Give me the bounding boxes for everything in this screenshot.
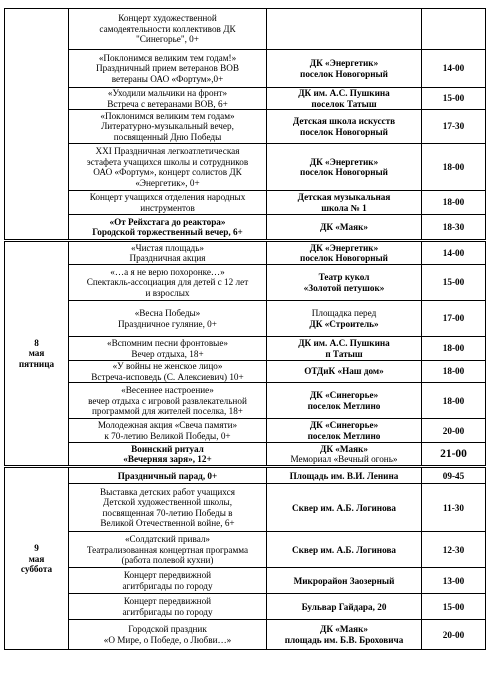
place-line: Бульвар Гайдара, 20 (301, 601, 387, 612)
event-cell (69, 9, 267, 50)
place-line: Театр кукол (318, 272, 370, 283)
place-line: школа № 1 (321, 202, 367, 213)
date-cell (5, 467, 69, 650)
event-title-line: и взрослых (145, 287, 190, 298)
place-cell (267, 337, 422, 361)
place-cell (267, 144, 422, 191)
event-title-line: Великой Отечественной войне, 6+ (100, 518, 235, 529)
schedule-row (5, 337, 486, 361)
place-line: поселок Новогорный (300, 126, 388, 137)
schedule-row (5, 620, 486, 650)
event-title-line: к 70-летию Великой Победы, 0+ (104, 430, 231, 441)
event-schedule-table (4, 8, 486, 650)
place-line: поселок Новогорный (300, 68, 388, 79)
place-cell (267, 620, 422, 650)
place-line: «Золотой петушок» (303, 282, 385, 293)
event-title-line: XXI Праздничная легкоатлетическая (95, 146, 240, 156)
weekday-label: мая (28, 553, 45, 564)
place-cell (267, 265, 422, 301)
date-cell (5, 241, 69, 467)
event-title-line: Выставка детских работ учащихся (100, 486, 235, 497)
schedule-row (5, 191, 486, 215)
place-cell (267, 50, 422, 88)
place-cell (267, 191, 422, 215)
event-title-line: Концерт учащихся отделения народных (89, 192, 246, 203)
place-line: Сквер им. А.Б. Логинова (291, 502, 396, 513)
event-title-line: «Уходили мальчики на фронт» (107, 88, 228, 98)
time-cell (422, 9, 486, 50)
time-cell: 17-00 (422, 301, 486, 337)
event-title-line: самодеятельности коллективов ДК (99, 23, 236, 34)
event-title-line: Праздничное гуляние, 0+ (118, 318, 217, 329)
place-cell (267, 419, 422, 443)
event-title-line: Праздничная акция (129, 253, 206, 264)
time-cell: 15-00 (422, 594, 486, 620)
event-title-line: инструментов (140, 202, 195, 213)
event-title-line: Встреча с ветеранами ВОВ, 6+ (107, 98, 228, 109)
event-cell (69, 383, 267, 419)
time-cell: 18-30 (422, 215, 486, 241)
event-title-line: агитбригады по городу (122, 580, 213, 591)
event-cell (69, 620, 267, 650)
schedule-row (5, 9, 486, 50)
event-title-line: ветераны ОАО «Фортум»,0+ (111, 73, 224, 84)
event-cell (69, 265, 267, 301)
event-title-line: «…а я не верю похоронке…» (110, 266, 225, 277)
event-cell (69, 594, 267, 620)
time-cell: 09-45 (422, 467, 486, 484)
schedule-row (5, 50, 486, 88)
place-line: ДК «Маяк» (320, 624, 368, 635)
place-line: Сквер им. А.Б. Логинова (291, 544, 396, 555)
event-title-line: «Поклонимся великим тем годам!» (98, 52, 237, 63)
event-cell (69, 443, 267, 467)
event-cell (69, 110, 267, 144)
event-title-line: посвященный Дню Победы (113, 131, 222, 142)
time-cell: 18-00 (422, 191, 486, 215)
time-cell: 21-00 (422, 443, 486, 467)
event-title-line: посвященная 70-летию Победы в (102, 507, 233, 518)
event-title-line: «Поклонимся великим тем годам» (100, 110, 235, 121)
time-cell: 20-00 (422, 620, 486, 650)
time-cell: 14-00 (422, 50, 486, 88)
place-line: ДК «Энергетик» (309, 242, 379, 253)
schedule-row (5, 215, 486, 241)
event-title-line: (работа полевой кухни) (121, 555, 214, 566)
time-cell: 14-00 (422, 241, 486, 265)
time-cell: 12-30 (422, 532, 486, 568)
place-line: площадь им. Б.В. Броховича (284, 634, 404, 645)
schedule-row (5, 419, 486, 443)
time-cell: 18-00 (422, 144, 486, 191)
event-cell (69, 467, 267, 484)
event-title-line: «Весеннее настроение» (121, 384, 214, 395)
place-cell (267, 361, 422, 383)
time-cell: 15-00 (422, 265, 486, 301)
event-title-line: вечер отдыха с игровой развлекательной (88, 395, 247, 406)
schedule-row (5, 443, 486, 467)
date-number: 8 (34, 337, 39, 348)
event-title-line: «Солдатский привал» (124, 533, 211, 544)
event-cell (69, 568, 267, 594)
place-line: ДК «Маяк» (320, 443, 368, 454)
place-line: Детская школа искусств (292, 116, 396, 127)
schedule-row (5, 568, 486, 594)
event-cell (69, 191, 267, 215)
weekday-label: мая (28, 348, 45, 359)
event-title-line: Детской художественной школы, (103, 497, 232, 508)
place-line: Площадка перед (311, 308, 377, 319)
event-cell (69, 484, 267, 532)
place-cell (267, 301, 422, 337)
event-title-line: Вечер отдыха, 18+ (131, 348, 204, 359)
time-cell: 18-00 (422, 337, 486, 361)
place-line: поселок Новогорный (300, 167, 388, 178)
place-line: ДК «Маяк» (320, 221, 368, 232)
event-title-line: ОАО «Фортум», концерт солистов ДК (93, 167, 242, 178)
time-cell: 18-00 (422, 361, 486, 383)
schedule-row (5, 467, 486, 484)
event-title-line: программой для жителей поселка, 18+ (92, 406, 243, 417)
event-title-line: «Энергетик», 0+ (135, 177, 200, 188)
schedule-body (5, 9, 486, 650)
event-title-line: «Вечерняя заря», 12+ (123, 454, 212, 465)
event-title-line: эстафета учащихся школы и сотрудников (86, 156, 249, 167)
date-cell (5, 9, 69, 241)
event-title-line: Молодежная акция «Свеча памяти» (97, 420, 238, 431)
place-line: ДК «Синегорье» (309, 390, 379, 401)
place-line: поселок Новогорный (300, 253, 388, 264)
schedule-row (5, 532, 486, 568)
event-title-line: Городской торжественный вечер, 6+ (92, 227, 243, 238)
date-number: 9 (34, 542, 39, 553)
event-title-line: Концерт передвижной (123, 596, 212, 607)
place-line: п Татыш (325, 348, 363, 359)
schedule-row (5, 383, 486, 419)
place-cell (267, 215, 422, 241)
event-title-line: Праздничный прием ветеранов ВОВ (96, 63, 239, 74)
schedule-row (5, 484, 486, 532)
place-line: ДК «Синегорье» (309, 420, 379, 431)
place-line: Мемориал «Вечный огонь» (290, 454, 398, 465)
schedule-row (5, 110, 486, 144)
time-cell: 20-00 (422, 419, 486, 443)
place-line: ДК им. А.С. Пушкина (298, 88, 390, 98)
event-title-line: Праздничный парад, 0+ (117, 470, 218, 481)
weekday-label: суббота (20, 564, 53, 575)
place-cell (267, 241, 422, 265)
event-title-line: «От Рейхстага до реактора» (109, 216, 226, 227)
schedule-row (5, 144, 486, 191)
time-cell: 11-30 (422, 484, 486, 532)
event-cell (69, 50, 267, 88)
place-line: поселок Метлино (307, 430, 381, 441)
event-title-line: Театрализованная концертная программа (86, 544, 249, 555)
event-title-line: «О Мире, о Победе, о Любви…» (103, 634, 232, 645)
event-title-line: Концерт художественной (118, 13, 217, 24)
time-cell: 17-30 (422, 110, 486, 144)
event-title-line: Воинский ритуал (131, 443, 204, 454)
place-line: ДК им. А.С. Пушкина (298, 338, 390, 349)
event-title-line: Спектакль-ассоциация для детей с 12 лет (86, 277, 249, 288)
event-cell (69, 88, 267, 110)
place-cell (267, 484, 422, 532)
event-title-line: Литературно-музыкальный вечер, (101, 121, 234, 132)
event-cell (69, 337, 267, 361)
place-line: ДК «Энергетик» (309, 57, 379, 68)
event-title-line: Концерт передвижной (123, 570, 212, 581)
event-title-line: агитбригады по городу (122, 606, 213, 617)
place-line: ДК «Строитель» (309, 318, 379, 329)
schedule-row (5, 241, 486, 265)
event-title-line: «У войны не женское лицо» (112, 361, 223, 372)
event-cell (69, 419, 267, 443)
place-cell (267, 532, 422, 568)
place-cell (267, 88, 422, 110)
event-title-line: Городской праздник (128, 624, 207, 635)
place-line: поселок Татыш (311, 98, 377, 109)
schedule-row (5, 361, 486, 383)
place-line: поселок Метлино (307, 400, 381, 411)
weekday-label: пятница (18, 359, 55, 370)
time-cell: 15-00 (422, 88, 486, 110)
place-line: Площадь им. В.И. Ленина (289, 470, 399, 481)
event-cell (69, 144, 267, 191)
time-cell: 13-00 (422, 568, 486, 594)
place-cell (267, 594, 422, 620)
place-line: Детская музыкальная (297, 192, 391, 203)
schedule-row (5, 301, 486, 337)
schedule-row (5, 88, 486, 110)
schedule-row (5, 594, 486, 620)
event-cell (69, 241, 267, 265)
event-title-line: Встреча-исповедь (С. Алексиевич) 10+ (91, 371, 244, 382)
place-cell (267, 110, 422, 144)
event-cell (69, 361, 267, 383)
event-title-line: «Весна Победы» (134, 308, 201, 319)
place-cell (267, 383, 422, 419)
place-line: Микрорайон Заозерный (293, 575, 395, 586)
place-line: ДК «Энергетик» (309, 156, 379, 167)
place-cell (267, 443, 422, 467)
time-cell: 18-00 (422, 383, 486, 419)
event-cell (69, 215, 267, 241)
place-cell (267, 568, 422, 594)
place-cell (267, 9, 422, 50)
event-title-line: «Чистая площадь» (131, 242, 204, 253)
event-title-line: "Синегорье", 0+ (136, 34, 199, 45)
event-cell (69, 532, 267, 568)
schedule-row (5, 265, 486, 301)
event-title-line: «Вспомним песни фронтовые» (106, 338, 229, 349)
place-cell (267, 467, 422, 484)
event-cell (69, 301, 267, 337)
place-line: ОТДиК «Наш дом» (304, 366, 384, 377)
